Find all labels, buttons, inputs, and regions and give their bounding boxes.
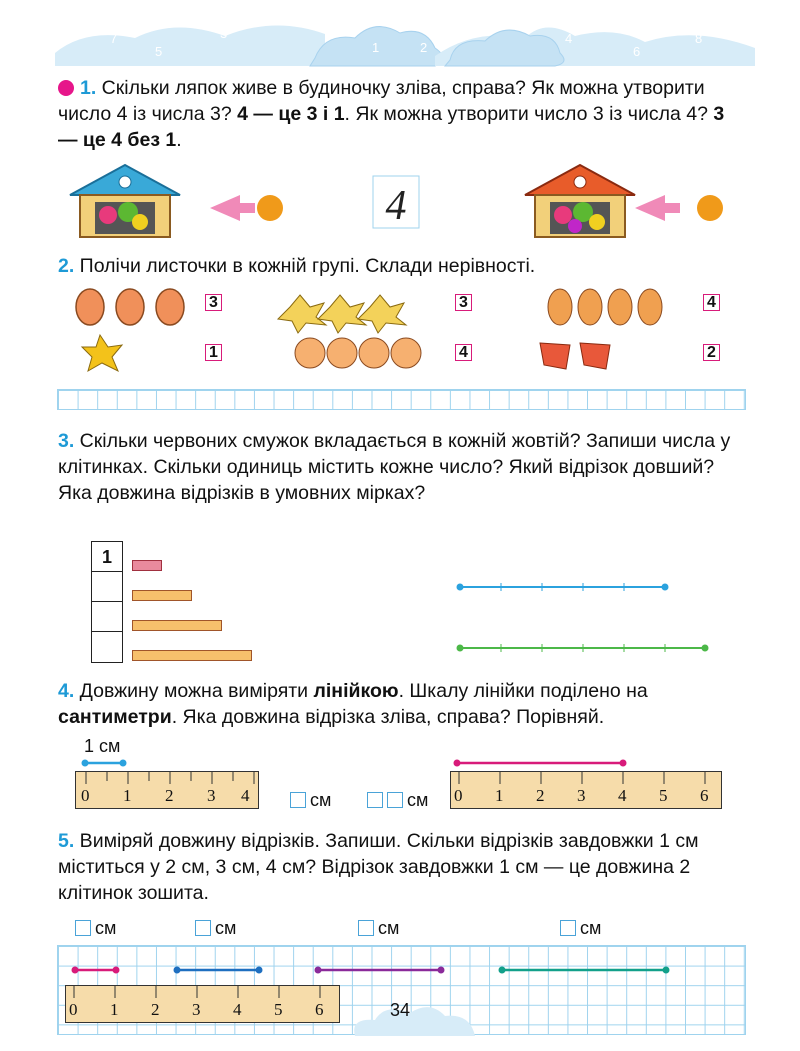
header-digit: 3 — [220, 26, 228, 41]
answer-grid-strip[interactable] — [57, 389, 746, 410]
yellow-strip — [132, 590, 192, 601]
header-digit: 1 — [372, 40, 380, 55]
answer-box[interactable] — [290, 792, 306, 808]
digit-four-writing-sample — [372, 175, 420, 229]
ruler-number: 6 — [700, 786, 709, 805]
answer-box[interactable] — [367, 792, 383, 808]
count-box: 2 — [703, 344, 720, 361]
yellow-strip — [132, 620, 222, 631]
answer-box[interactable] — [560, 920, 576, 936]
header-cloud-decoration — [55, 8, 755, 68]
answer-box[interactable] — [75, 920, 91, 936]
ruler-number: 1 — [495, 786, 504, 805]
answer-box[interactable] — [195, 920, 211, 936]
ruler-number: 4 — [241, 786, 250, 805]
unit-label: 1 см — [84, 736, 121, 756]
ruler-number: 4 — [618, 786, 627, 805]
count-cell[interactable] — [92, 572, 122, 602]
task4-text: 4. Довжину можна виміряти лінійкою. Шкалу лінійки поділено на сантиметри. Яка довжина відрізка зліва, справа? Порівняй. — [58, 680, 648, 728]
segments-illustration — [455, 578, 715, 653]
ruler-ticks — [66, 986, 339, 1000]
count-cell[interactable]: 1 — [92, 542, 122, 572]
ruler-number: 4 — [233, 1000, 242, 1019]
answer-cm: см — [560, 918, 601, 939]
task3-text: 3. Скільки червоних смужок вкладається в кожній жовтій? Запиши числа у клітинках. Скільки одиниць містить кожне число? Який відрізок довший? Яка довжина відрізків в умовних мірках? — [58, 430, 731, 504]
task5-text: 5. Виміряй довжину відрізків. Запиши. Скільки відрізків завдовжки 1 см міститься у 2 см, 3 см, 4 см? Відрізок завдовжки 1 см — це довжина 2 клітинок зошита. — [58, 830, 699, 904]
one-cm-segment — [80, 757, 130, 769]
ruler-number: 5 — [659, 786, 668, 805]
ruler-number: 5 — [274, 1000, 283, 1019]
ruler-number: 3 — [192, 1000, 201, 1019]
ruler-number: 2 — [536, 786, 545, 805]
answer-box[interactable] — [358, 920, 374, 936]
count-cell[interactable] — [92, 602, 122, 632]
ruler-number: 1 — [110, 1000, 119, 1019]
count-box: 1 — [205, 344, 222, 361]
ruler-right — [450, 771, 722, 809]
header-digit: 5 — [155, 44, 163, 59]
count-box: 3 — [455, 294, 472, 311]
count-cells[interactable] — [91, 541, 123, 663]
leaf-groups-illustration — [70, 285, 720, 375]
ruler-number: 2 — [151, 1000, 160, 1019]
house-left-illustration — [60, 160, 290, 240]
answer-cm-left: см — [290, 790, 331, 811]
header-digit: 2 — [420, 40, 428, 55]
header-digit: 4 — [565, 31, 573, 46]
ruler-number: 3 — [207, 786, 216, 805]
ruler-ticks — [76, 772, 258, 786]
ruler-number: 0 — [454, 786, 463, 805]
answer-cm: см — [195, 918, 236, 939]
ruler-left — [75, 771, 259, 809]
ruler-number: 0 — [81, 786, 90, 805]
page-number: 34 — [390, 1000, 411, 1020]
ruler-ticks — [451, 772, 721, 786]
task2-text: 2. Полічи листочки в кожній групі. Склади нерівності. — [58, 255, 536, 277]
magenta-segment — [452, 757, 632, 769]
count-box: 4 — [455, 344, 472, 361]
page-number-cloud — [345, 998, 495, 1038]
answer-box[interactable] — [387, 792, 403, 808]
answer-cm: см — [75, 918, 116, 939]
ruler-number: 6 — [315, 1000, 324, 1019]
answer-cm: см — [358, 918, 399, 939]
measure-segments — [60, 960, 690, 980]
task1-number: 1. — [80, 77, 97, 99]
ruler-number: 3 — [577, 786, 586, 805]
count-box: 3 — [205, 294, 222, 311]
count-box: 4 — [703, 294, 720, 311]
yellow-strip — [132, 650, 252, 661]
svg-text:4: 4 — [385, 183, 407, 229]
ruler-number: 2 — [165, 786, 174, 805]
ruler-number: 0 — [69, 1000, 78, 1019]
house-right-illustration — [515, 160, 745, 240]
ruler-bottom — [65, 985, 340, 1023]
count-cell[interactable] — [92, 632, 122, 662]
header-digit: 8 — [695, 31, 703, 46]
red-strip — [132, 560, 162, 571]
header-digit: 7 — [110, 31, 118, 46]
header-digit: 6 — [633, 44, 641, 59]
ruler-number: 1 — [123, 786, 132, 805]
bullet-dot-icon — [58, 80, 74, 96]
header-digit: 0 — [395, 18, 403, 33]
answer-cm-right: см — [367, 790, 428, 811]
task1-text: 1. Скільки ляпок живе в будиночку зліва, справа? Як можна утворити число 4 із числа 3? 4 — це 3 і 1. Як можна утворити число 3 із числа 4? 3 — це 4 без 1. — [58, 77, 725, 151]
